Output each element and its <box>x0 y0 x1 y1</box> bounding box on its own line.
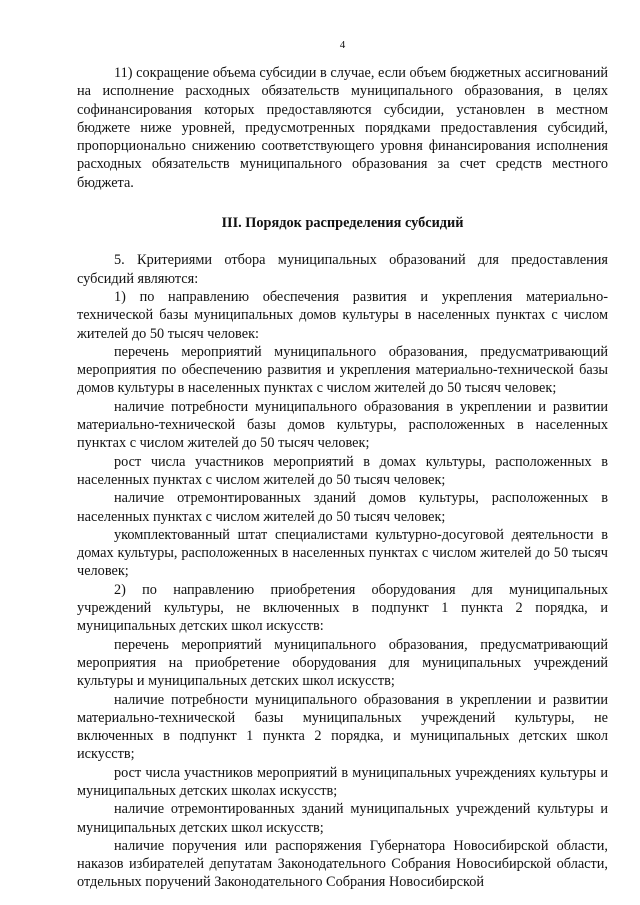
section-heading: III. Порядок распределения субсидий <box>221 215 464 232</box>
paragraph: наличие поручения или распоряжения Губернатора Новосибирской области, наказов избирателей депутатам Законодательного Собрания Новосибирской области, отдельных поручений Законодательного Собрания Новосибирской <box>77 837 608 891</box>
paragraph-item-11: 11) сокращение объема субсидии в случае, если объем бюджетных ассигнований на исполнение расходных обязательств муниципального образования, в целях софинансирования которых предоставляются субсидии, установлен в местном бюджете ниже уровней, предусмотренных порядками предоставления субсидий, пропорционально снижению соответствующего уровня финансирования исполнения расходных обязательств муниципального образования за счет средств местного бюджета. <box>77 65 608 191</box>
paragraph: наличие потребности муниципального образования в укреплении и развитии материально-технической базы муниципальных учреждений культуры, не включенных в подпункт 1 пункта 2 порядка, и муниципальных детских школ искусств; <box>77 691 608 763</box>
paragraph: 2) по направлению приобретения оборудования для муниципальных учреждений культуры, не включенных в подпункт 1 пункта 2 порядка, и муниципальных детских школ искусств: <box>77 581 608 635</box>
page-number: 4 <box>339 39 346 51</box>
paragraph: наличие отремонтированных зданий домов культуры, расположенных в населенных пунктах с числом жителей до 50 тысяч человек; <box>77 490 608 525</box>
paragraph: перечень мероприятий муниципального образования, предусматривающий мероприятия по обеспечению развития и укрепления материально-технической базы домов культуры в населенных пунктах с числом жителей до 50 тысяч человек; <box>77 343 608 397</box>
paragraph: рост числа участников мероприятий в муниципальных учреждениях культуры и муниципальных детских школах искусств; <box>77 764 608 799</box>
paragraph: рост числа участников мероприятий в домах культуры, расположенных в населенных пунктах с числом жителей до 50 тысяч человек; <box>77 453 608 488</box>
document-page <box>77 38 608 892</box>
paragraph: наличие отремонтированных зданий муниципальных учреждений культуры и муниципальных детских школ искусств; <box>77 801 608 836</box>
paragraph: укомплектованный штат специалистами культурно-досуговой деятельности в домах культуры, расположенных в населенных пунктах с числом жителей до 50 тысяч человек; <box>77 526 608 580</box>
paragraph: 1) по направлению обеспечения развития и укрепления материально-технической базы муниципальных домов культуры в населенных пунктах с числом жителей до 50 тысяч человек: <box>77 288 608 342</box>
paragraph: 5. Критериями отбора муниципальных образований для предоставления субсидий являются: <box>77 252 608 287</box>
paragraph: наличие потребности муниципального образования в укреплении и развитии материально-технической базы домов культуры, расположенных в населенных пунктах с числом жителей до 50 тысяч человек; <box>77 398 608 452</box>
paragraph: перечень мероприятий муниципального образования, предусматривающий мероприятия на приобретение оборудования для муниципальных учреждений культуры и муниципальных детских школ искусств; <box>77 636 608 690</box>
